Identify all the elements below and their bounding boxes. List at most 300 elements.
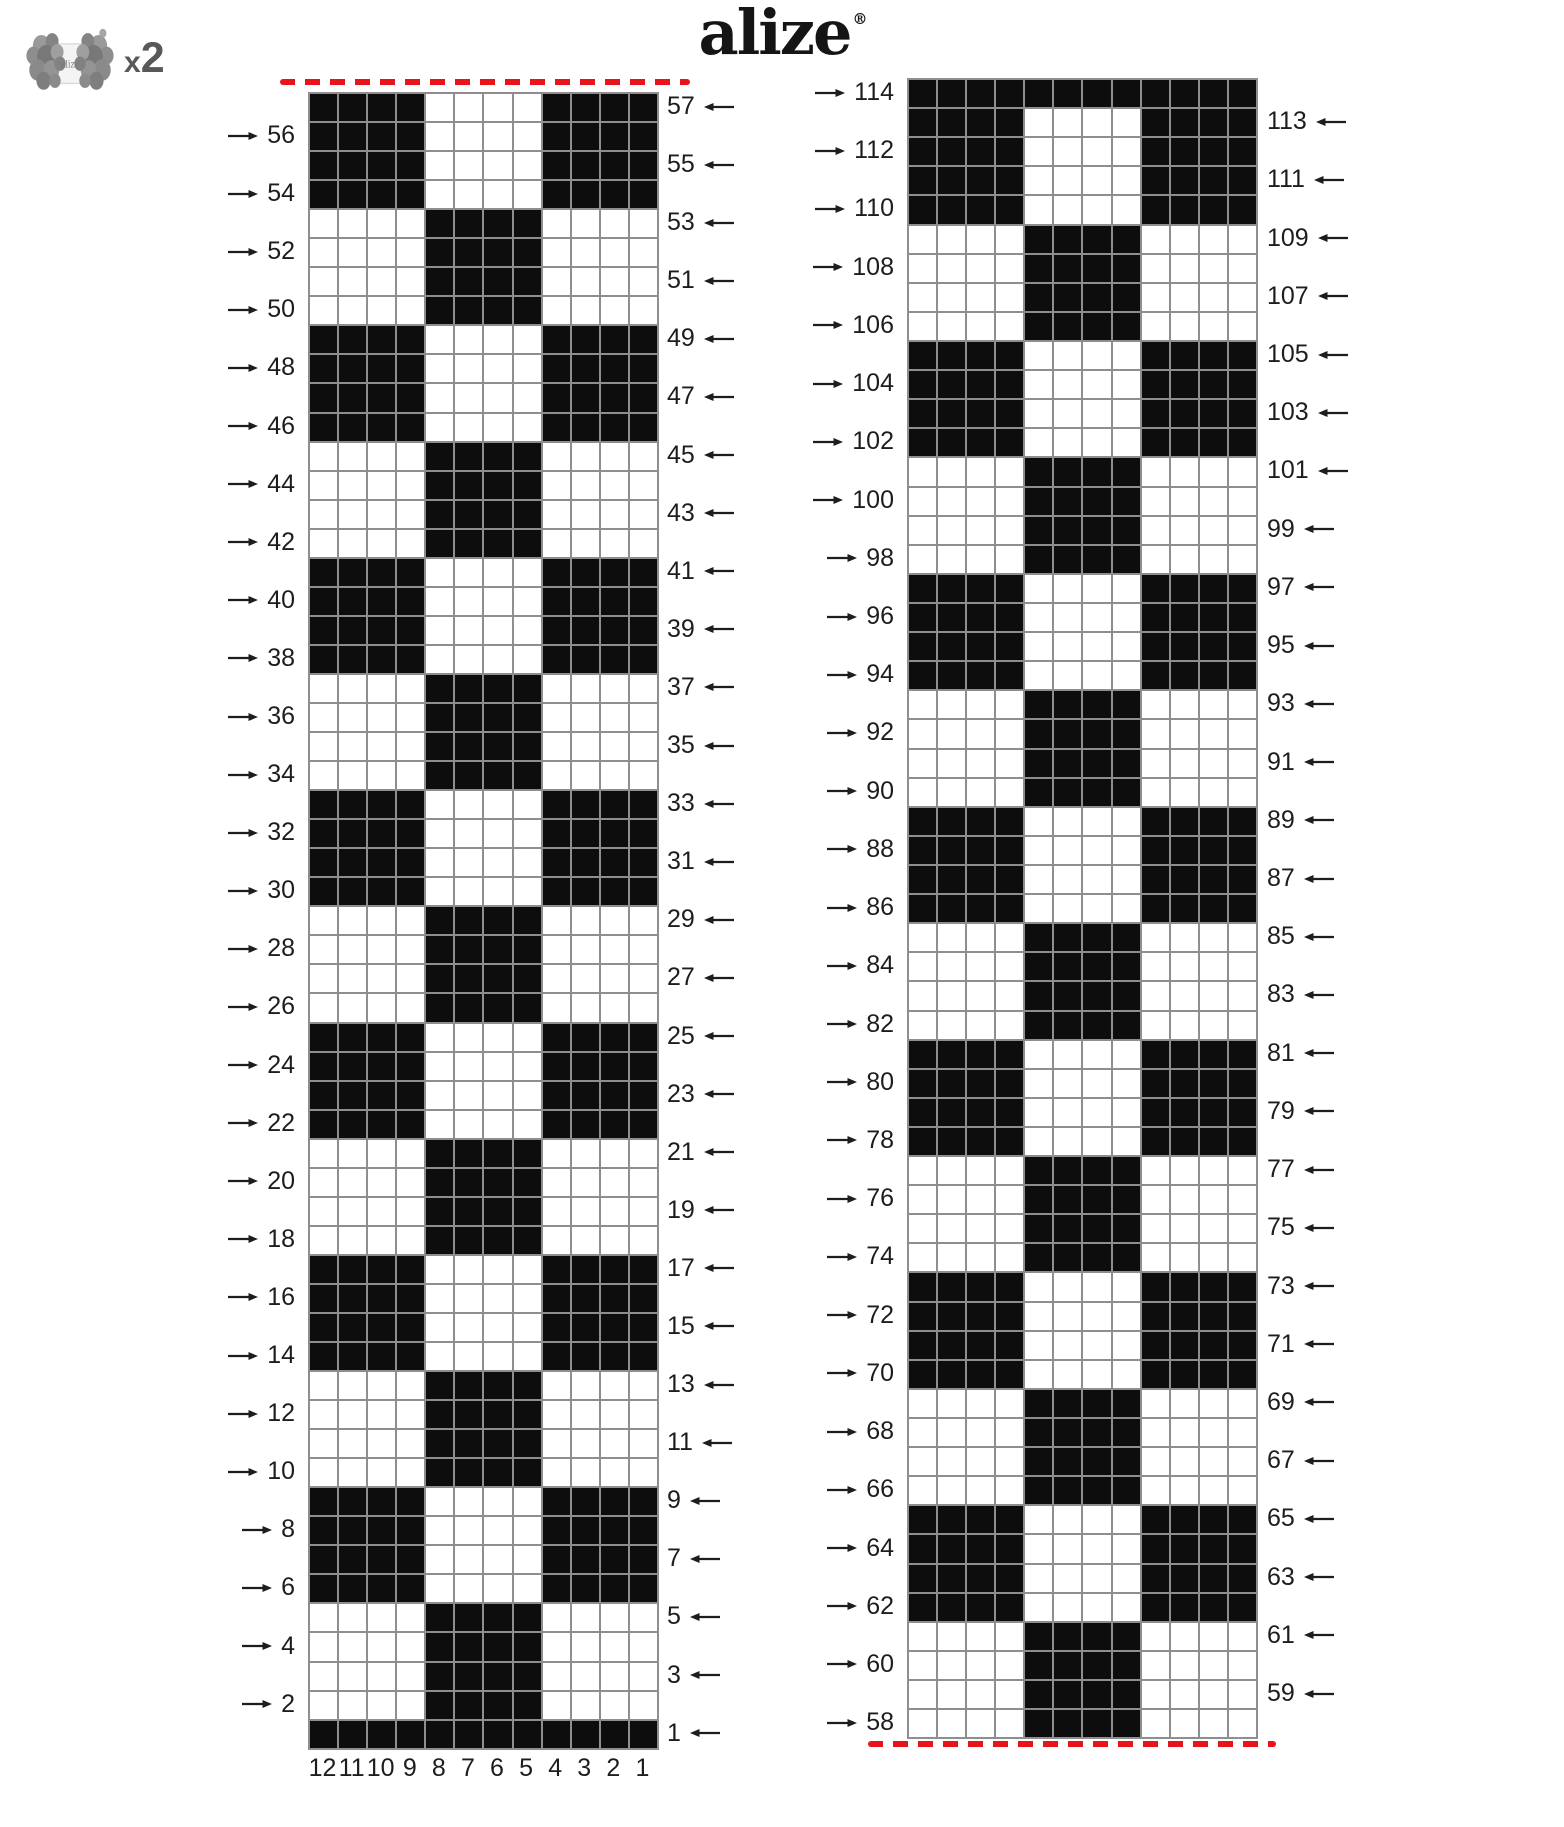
arrow-right-icon: [813, 494, 843, 506]
grid-cell: [908, 1040, 937, 1069]
grid-cell: [600, 122, 629, 151]
grid-cell: [542, 1197, 571, 1226]
row-label-slot: [667, 934, 772, 963]
arrow-right-icon: [228, 1233, 258, 1245]
grid-cell: [600, 848, 629, 877]
row-label-slot: [667, 295, 772, 324]
grid-cell: [937, 1127, 966, 1156]
arrow-left-icon: [1304, 1629, 1334, 1641]
grid-cell: [425, 558, 454, 587]
grid-cell: [338, 1720, 367, 1749]
grid-cell: [1199, 632, 1228, 661]
grid-cell: [483, 558, 512, 587]
row-label-slot: [1267, 1650, 1372, 1679]
grid-cell: [908, 1651, 937, 1680]
grid-cell: [513, 1662, 542, 1691]
grid-cell: [1228, 254, 1257, 283]
grid-cell: [1053, 894, 1082, 923]
grid-cell: [338, 529, 367, 558]
grid-cell: [1024, 1360, 1053, 1389]
grid-cell: [1199, 603, 1228, 632]
grid-cell: [1199, 836, 1228, 865]
arrow-left-icon: [1316, 116, 1346, 128]
arrow-left-icon: [704, 275, 734, 287]
arrow-right-icon: [827, 1193, 857, 1205]
row-number: 113: [1266, 107, 1307, 136]
row-number: 37: [666, 672, 695, 701]
grid-cell: [396, 267, 425, 296]
row-label-slot: [667, 353, 772, 382]
arrow-right-icon: [228, 711, 258, 723]
row-number: 48: [267, 353, 295, 382]
grid-cell: [1053, 1534, 1082, 1563]
grid-cell: [908, 923, 937, 952]
grid-cell: [338, 906, 367, 935]
arrow-left-icon: [704, 972, 734, 984]
arrow-left-icon: [704, 449, 734, 461]
grid-cell: [937, 807, 966, 836]
grid-cell: [1082, 1709, 1111, 1738]
grid-cell: [1082, 312, 1111, 341]
row-label-slot: [789, 1068, 894, 1097]
row-number: 67: [1266, 1446, 1295, 1475]
grid-cell: [1141, 137, 1170, 166]
grid-cell: [629, 877, 658, 906]
grid-cell: [338, 1545, 367, 1574]
row-label-slot: [190, 1167, 295, 1196]
grid-cell: [1141, 1680, 1170, 1709]
grid-cell: [600, 325, 629, 354]
grid-cell: [396, 1429, 425, 1458]
row-label-slot: [1267, 311, 1372, 340]
grid-cell: [425, 1603, 454, 1632]
grid-cell: [1112, 1651, 1141, 1680]
row-number: 40: [267, 585, 295, 614]
grid-cell: [571, 1081, 600, 1110]
grid-cell: [454, 587, 483, 616]
grid-cell: [425, 93, 454, 122]
grid-cell: [1024, 457, 1053, 486]
grid-cell: [966, 457, 995, 486]
grid-cell: [1053, 341, 1082, 370]
grid-cell: [338, 1632, 367, 1661]
grid-cell: [542, 1255, 571, 1284]
grid-cell: [338, 1662, 367, 1691]
grid-cell: [908, 1243, 937, 1272]
grid-cell: [1112, 632, 1141, 661]
grid-cell: [483, 1168, 512, 1197]
grid-cell: [995, 254, 1024, 283]
grid-cell: [513, 151, 542, 180]
grid-cell: [937, 1651, 966, 1680]
row-label-slot: [190, 1138, 295, 1167]
arrow-left-icon: [704, 1030, 734, 1042]
grid-cell: [908, 981, 937, 1010]
row-label-slot: [789, 1708, 894, 1737]
grid-cell: [542, 1574, 571, 1603]
grid-cell: [1053, 1680, 1082, 1709]
grid-cell: [1199, 807, 1228, 836]
grid-cell: [454, 1603, 483, 1632]
row-label-slot: [789, 165, 894, 194]
grid-cell: [1170, 1709, 1199, 1738]
grid-cell: [1112, 952, 1141, 981]
row-label-slot: [1267, 107, 1372, 136]
grid-cell: [1199, 399, 1228, 428]
grid-cell: [542, 993, 571, 1022]
grid-cell: [542, 1371, 571, 1400]
grid-cell: [367, 819, 396, 848]
grid-cell: [600, 1197, 629, 1226]
grid-cell: [367, 703, 396, 732]
row-number: 51: [666, 266, 695, 295]
grid-cell: [338, 238, 367, 267]
grid-cell: [1170, 428, 1199, 457]
arrow-left-icon: [1304, 989, 1334, 1001]
arrow-left-icon: [704, 856, 734, 868]
grid-cell: [966, 807, 995, 836]
arrow-right-icon: [228, 420, 258, 432]
grid-cell: [629, 1371, 658, 1400]
grid-cell: [483, 296, 512, 325]
row-label-slot: [190, 847, 295, 876]
row-label-slot: [190, 412, 295, 441]
grid-cell: [513, 1139, 542, 1168]
arrow-right-icon: [827, 843, 857, 855]
grid-cell: [937, 79, 966, 108]
grid-cell: [1024, 1156, 1053, 1185]
row-label-slot: [190, 673, 295, 702]
grid-cell: [1141, 1156, 1170, 1185]
grid-cell: [1228, 1243, 1257, 1272]
grid-cell: [966, 632, 995, 661]
grid-cell: [1024, 370, 1053, 399]
row-number: 114: [854, 78, 894, 107]
row-number: 21: [666, 1137, 695, 1166]
grid-cell: [1170, 1418, 1199, 1447]
arrow-left-icon: [1304, 1513, 1334, 1525]
grid-cell: [1141, 574, 1170, 603]
grid-cell: [1170, 981, 1199, 1010]
grid-cell: [937, 1069, 966, 1098]
row-label-slot: [1267, 864, 1372, 893]
grid-cell: [1141, 399, 1170, 428]
grid-cell: [396, 471, 425, 500]
grid-cell: [454, 1255, 483, 1284]
grid-cell: [367, 1720, 396, 1749]
grid-cell: [600, 1574, 629, 1603]
grid-cell: [571, 819, 600, 848]
grid-cell: [571, 761, 600, 790]
grid-cell: [367, 238, 396, 267]
row-number: 69: [1266, 1387, 1295, 1416]
grid-cell: [995, 1505, 1024, 1534]
grid-cell: [367, 1023, 396, 1052]
grid-cell: [309, 1632, 338, 1661]
grid-cell: [425, 296, 454, 325]
grid-cell: [454, 993, 483, 1022]
row-label-slot: [667, 557, 772, 586]
row-number: 96: [866, 602, 894, 631]
grid-cell: [937, 632, 966, 661]
grid-cell: [995, 1185, 1024, 1214]
grid-cell: [396, 1052, 425, 1081]
grid-cell: [513, 906, 542, 935]
grid-cell: [1141, 952, 1170, 981]
grid-cell: [454, 209, 483, 238]
row-label-slot: [190, 1428, 295, 1457]
grid-cell: [995, 225, 1024, 254]
grid-cell: [425, 674, 454, 703]
row-label-slot: [667, 760, 772, 789]
grid-cell: [1199, 1156, 1228, 1185]
grid-cell: [629, 180, 658, 209]
grid-cell: [629, 413, 658, 442]
row-number: 110: [854, 194, 894, 223]
grid-cell: [966, 1476, 995, 1505]
grid-cell: [571, 1226, 600, 1255]
row-label-slot: [190, 1399, 295, 1428]
grid-cell: [1141, 1564, 1170, 1593]
grid-cell: [571, 93, 600, 122]
row-label-slot: [190, 92, 295, 121]
grid-cell: [1228, 923, 1257, 952]
grid-cell: [1170, 661, 1199, 690]
row-label-slot: [190, 1515, 295, 1544]
grid-cell: [600, 761, 629, 790]
grid-cell: [425, 1081, 454, 1110]
grid-cell: [1112, 399, 1141, 428]
grid-cell: [1228, 1156, 1257, 1185]
grid-cell: [1053, 836, 1082, 865]
grid-cell: [966, 1011, 995, 1040]
grid-cell: [454, 1284, 483, 1313]
grid-cell: [1053, 108, 1082, 137]
grid-cell: [1112, 1040, 1141, 1069]
grid-cell: [966, 1243, 995, 1272]
row-number: 98: [866, 543, 894, 572]
arrow-right-icon: [228, 130, 258, 142]
row-label-slot: [1267, 1010, 1372, 1039]
grid-cell: [995, 516, 1024, 545]
grid-cell: [600, 616, 629, 645]
row-label-slot: [1267, 718, 1372, 747]
grid-cell: [629, 1168, 658, 1197]
grid-cell: [995, 1302, 1024, 1331]
grid-cell: [454, 703, 483, 732]
grid-cell: [937, 1302, 966, 1331]
grid-cell: [966, 137, 995, 166]
grid-cell: [1024, 399, 1053, 428]
row-number: 112: [854, 136, 894, 165]
grid-cell: [1141, 632, 1170, 661]
grid-cell: [1024, 778, 1053, 807]
row-label-slot: [1267, 1301, 1372, 1330]
grid-cell: [1053, 283, 1082, 312]
grid-cell: [937, 1389, 966, 1418]
row-label-slot: [789, 456, 894, 485]
grid-cell: [1141, 807, 1170, 836]
row-label-slot: [667, 673, 772, 702]
grid-cell: [1024, 1040, 1053, 1069]
grid-cell: [1141, 1622, 1170, 1651]
row-label-slot: [667, 1080, 772, 1109]
grid-cell: [338, 1226, 367, 1255]
grid-cell: [425, 1284, 454, 1313]
grid-cell: [600, 819, 629, 848]
grid-cell: [600, 1516, 629, 1545]
grid-cell: [1024, 1272, 1053, 1301]
grid-cell: [338, 703, 367, 732]
grid-cell: [483, 1139, 512, 1168]
grid-cell: [309, 761, 338, 790]
grid-cell: [937, 1505, 966, 1534]
grid-cell: [483, 151, 512, 180]
grid-cell: [454, 1516, 483, 1545]
grid-cell: [571, 1371, 600, 1400]
row-label-slot: [1267, 340, 1372, 369]
grid-cell: [995, 1418, 1024, 1447]
grid-cell: [309, 500, 338, 529]
grid-cell: [937, 545, 966, 574]
grid-cell: [1024, 690, 1053, 719]
grid-cell: [1170, 1243, 1199, 1272]
grid-cell: [396, 1284, 425, 1313]
grid-cell: [966, 487, 995, 516]
grid-cell: [1228, 545, 1257, 574]
row-label-slot: [789, 1650, 894, 1679]
row-label-slot: [667, 266, 772, 295]
grid-cell: [1024, 1680, 1053, 1709]
grid-cell: [937, 719, 966, 748]
grid-cell: [425, 993, 454, 1022]
grid-cell: [1082, 1360, 1111, 1389]
arrow-left-icon: [1304, 1280, 1334, 1292]
grid-cell: [1228, 1505, 1257, 1534]
row-label-slot: [1267, 486, 1372, 515]
row-label-slot: [789, 78, 894, 107]
grid-cell: [1112, 137, 1141, 166]
grid-cell: [600, 1139, 629, 1168]
grid-cell: [1112, 1098, 1141, 1127]
row-number: 29: [666, 905, 695, 934]
grid-cell: [600, 1371, 629, 1400]
row-label-slot: [190, 353, 295, 382]
grid-cell: [1053, 1505, 1082, 1534]
grid-cell: [483, 1371, 512, 1400]
row-number: 94: [866, 660, 894, 689]
grid-cell: [425, 1429, 454, 1458]
grid-cell: [1170, 108, 1199, 137]
grid-cell: [1082, 1098, 1111, 1127]
grid-cell: [454, 93, 483, 122]
grid-cell: [1112, 719, 1141, 748]
row-label-slot: [667, 644, 772, 673]
grid-cell: [338, 1429, 367, 1458]
registered-mark: ®: [852, 10, 868, 28]
grid-cell: [338, 587, 367, 616]
grid-cell: [542, 848, 571, 877]
arrow-right-icon: [228, 1001, 258, 1013]
grid-cell: [367, 500, 396, 529]
grid-cell: [1053, 516, 1082, 545]
grid-cell: [542, 1052, 571, 1081]
grid-cell: [600, 1487, 629, 1516]
grid-cell: [542, 442, 571, 471]
grid-cell: [629, 354, 658, 383]
grid-cell: [995, 1214, 1024, 1243]
grid-cell: [966, 225, 995, 254]
grid-cell: [367, 1342, 396, 1371]
grid-cell: [396, 93, 425, 122]
grid-cell: [1170, 1593, 1199, 1622]
grid-cell: [1053, 254, 1082, 283]
row-label-slot: [190, 702, 295, 731]
grid-cell: [600, 732, 629, 761]
grid-cell: [367, 529, 396, 558]
row-label-slot: [667, 499, 772, 528]
grid-cell: [338, 1023, 367, 1052]
grid-cell: [1141, 516, 1170, 545]
grid-cell: [995, 1272, 1024, 1301]
grid-cell: [995, 807, 1024, 836]
grid-cell: [1141, 254, 1170, 283]
grid-cell: [367, 325, 396, 354]
grid-cell: [309, 267, 338, 296]
grid-cell: [1141, 1389, 1170, 1418]
grid-cell: [966, 1680, 995, 1709]
grid-cell: [1228, 399, 1257, 428]
grid-cell: [966, 1214, 995, 1243]
row-number: 61: [1266, 1620, 1295, 1649]
grid-cell: [966, 923, 995, 952]
grid-cell: [338, 1458, 367, 1487]
arrow-left-icon: [690, 1611, 720, 1623]
grid-cell: [513, 964, 542, 993]
grid-cell: [629, 1226, 658, 1255]
grid-cell: [454, 674, 483, 703]
grid-cell: [367, 1458, 396, 1487]
grid-cell: [966, 1127, 995, 1156]
grid-cell: [1112, 428, 1141, 457]
grid-cell: [1170, 574, 1199, 603]
row-label-slot: [789, 253, 894, 282]
row-number: 90: [866, 776, 894, 805]
grid-cell: [483, 325, 512, 354]
arrow-left-icon: [1304, 1571, 1334, 1583]
grid-cell: [367, 1574, 396, 1603]
grid-cell: [1170, 1651, 1199, 1680]
grid-cell: [908, 778, 937, 807]
grid-cell: [629, 1429, 658, 1458]
grid-cell: [454, 790, 483, 819]
grid-cell: [600, 1168, 629, 1197]
row-label-slot: [667, 1573, 772, 1602]
grid-cell: [1112, 370, 1141, 399]
grid-cell: [600, 1429, 629, 1458]
grid-cell: [937, 1011, 966, 1040]
row-label-slot: [1267, 573, 1372, 602]
row-number: 102: [852, 427, 894, 456]
grid-cell: [1199, 690, 1228, 719]
row-label-slot: [1267, 1271, 1372, 1300]
grid-cell: [1170, 1505, 1199, 1534]
grid-cell: [367, 1052, 396, 1081]
brand-logo-text: alize: [698, 0, 851, 69]
grid-cell: [1024, 1098, 1053, 1127]
grid-cell: [1228, 370, 1257, 399]
grid-cell: [1024, 341, 1053, 370]
